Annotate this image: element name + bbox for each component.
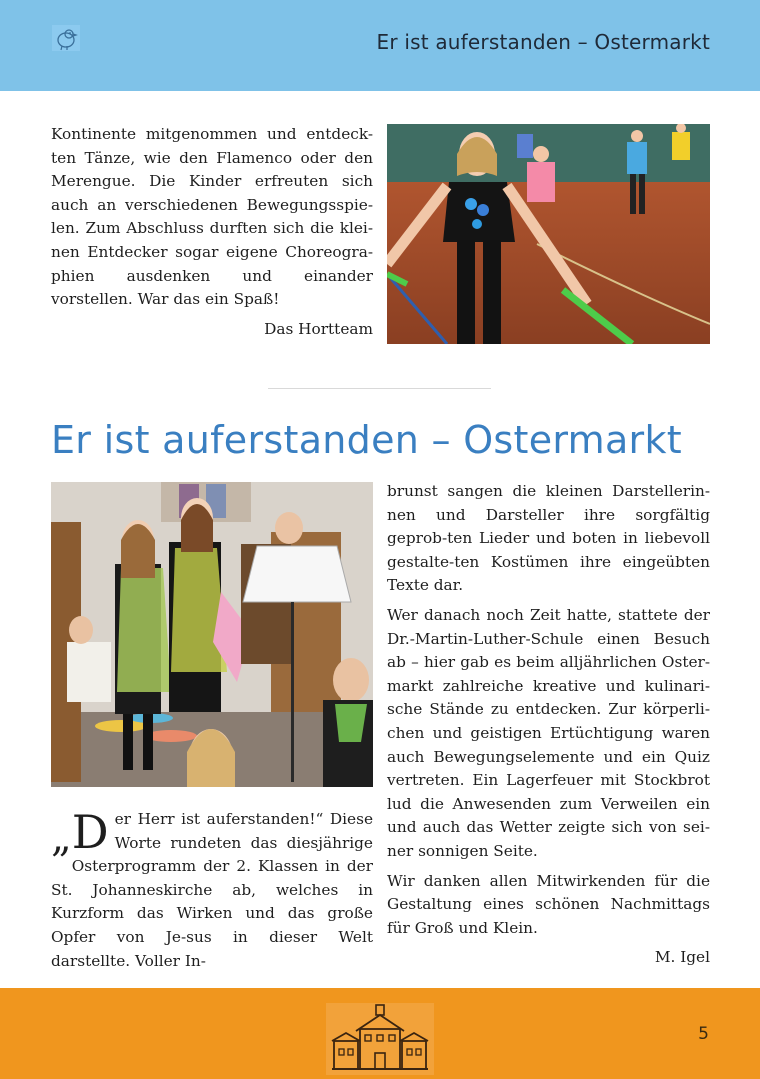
article-right-column [387,480,710,976]
intro-quote-mark: „ [51,815,72,861]
article-title: Er ist auferstanden – Ostermarkt [51,418,682,462]
page-number: 5 [698,1024,709,1044]
top-article-text [51,123,373,347]
article-paragraph-2: Wer danach noch Zeit hatte, stattete der Dr.-Martin-Luther-Schule einen Besuch ab – hier gab es beim alljährlichen Oster-markt zahlreiche kreative und kulinari-sche Stände zu entdecken. Zur körperli-chen und geistigen Ertüchtigung waren auch Bewegungselemente und ein Quiz vertreten. Ein Lagerfeuer mit Stockbrot lud die Anwesenden zum Verweilen ein und auch das Wetter zeigte sich von sei-ner sonnigen Seite. [387,605,710,860]
article-paragraph-3: Wir danken allen Mitwirkenden für die Gestaltung eines schönen Nachmittags für Groß und Klein. [387,871,710,937]
top-article-signature: Das Hortteam [264,319,373,338]
bird-icon [52,25,80,51]
intro-dropcap: D [71,805,109,859]
article-signature: M. Igel [654,948,710,967]
article-intro-paragraph [51,805,373,973]
school-building-icon [326,1003,434,1075]
article-intro-text [51,805,373,979]
dancing-children-photo [387,124,710,344]
church-performance-photo [51,482,373,787]
article-paragraph-1: brunst sangen die kleinen Darstellerin-nen und Darsteller ihre sorgfältig geprob-ten Lieder und boten in liebevoll gestalte-ten Kostümen ihre eingeübten Texte dar. [387,482,710,595]
header-title: Er ist auferstanden – Ostermarkt [376,30,710,54]
intro-text: er Herr ist auferstanden!“ Diese Worte rundeten das diesjährige Osterprogramm der 2. Klassen in der St. Johanneskirche ab, welches in Kurzform das Wirken und das große Opfer von Je-sus in dieser Welt darstellte. Voller In- [51,810,373,970]
section-divider [268,388,491,389]
top-article-paragraph: Kontinente mitgenommen und entdeck-ten Tänze, wie den Flamenco oder den Merengue. Die Kinder erfreuten sich auch an verschiedenen Bewegungsspie-len. Zum Abschluss durften sich die klei-nen Entdecker sogar eigene Choreogra-phien ausdenken und einander vorstellen. War das ein Spaß! [51,125,373,309]
